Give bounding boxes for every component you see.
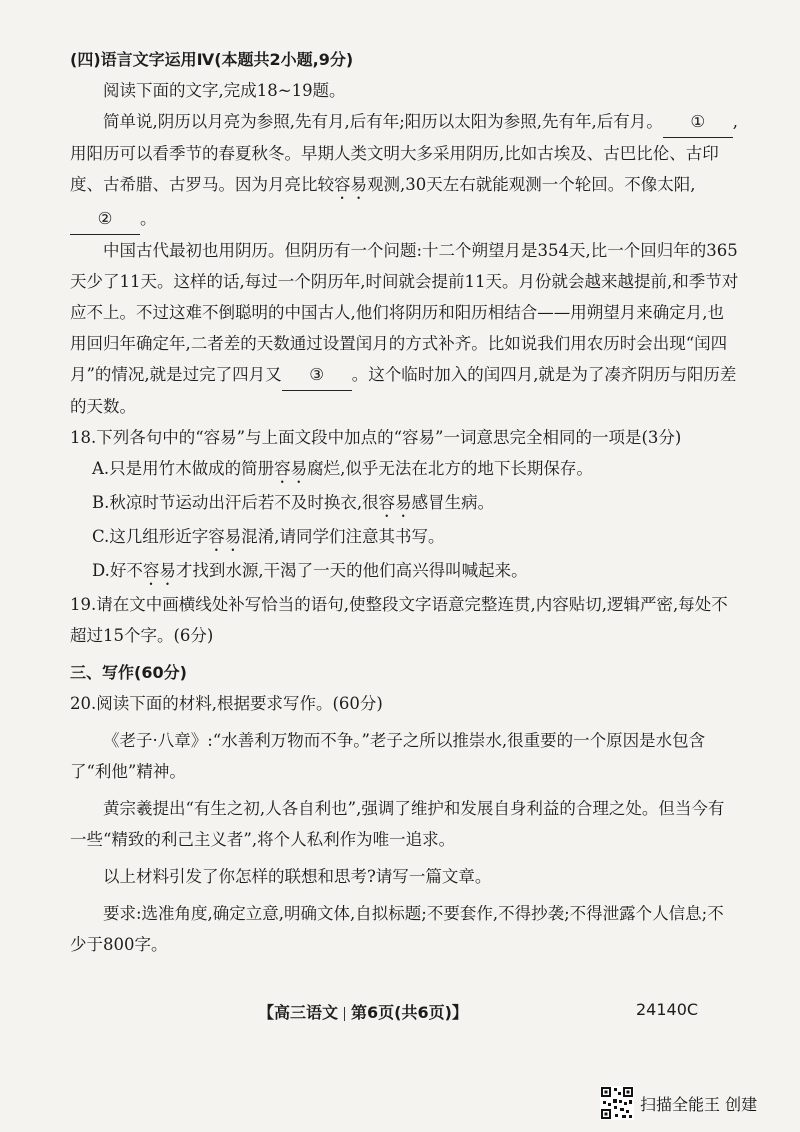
question-18-stem: 18.下列各句中的“容易”与上面文段中加点的“容易”一词意思完全相同的一项是(3分)	[70, 428, 682, 447]
scanner-watermark	[600, 1086, 757, 1120]
question-19: 19.请在文中画横线处补写恰当的语句,使整段文字语意完整连贯,内容贴切,逻辑严密,每处不超过15个字。(6分)	[70, 595, 728, 645]
footer-exam-code: 24140C	[636, 1000, 699, 1019]
blank-2: ②	[70, 203, 140, 235]
footer-page-info: 【高三语文 第6页(共6页)】	[258, 1003, 468, 1022]
passage-paragraph-2: 中国古代最初也用阴历。但阴历有一个问题:十二个朔望月是354天,比一个回归年的365天少了11天。这样的话,每过一个阴历年,时间就会提前11天。月份就会越来越提前,和季节对应不上。不过这难不倒聪明的中国古人,他们将阴历和阳历相结合——用朔望月来确定月,也用回归年确定年,二者差的天数通过设置闰月的方式补齐。比如说我们用农历时会出现“闰四月”的情况,就是过完了四月又 ③ 。这个临时加入的闰四月,就是为了凑齐阴历与阳历差的天数。	[70, 241, 739, 416]
question-18-option-a: A.只是用竹木做成的简册容易腐烂,似乎无法在北方的地下长期保存。	[92, 459, 593, 478]
material-1: 《老子·八章》:“水善利万物而不争。”老子之所以推崇水,很重要的一个原因是水包含了“利他”精神。	[70, 731, 706, 781]
question-18-option-d: D.好不容易才找到水源,干渴了一天的他们高兴得叫喊起来。	[92, 561, 528, 580]
question-18-option-c: C.这几组形近字容易混淆,请同学们注意其书写。	[92, 527, 445, 546]
watermark-label: 扫描全能王 创建	[640, 1094, 758, 1114]
passage-paragraph-1: 简单说,阴历以月亮为参照,先有月,后有年;阳历以太阳为参照,先有年,后有月。 ① ,用阳历可以看季节的春夏秋冬。早期人类文明大多采用阴历,比如古埃及、古巴比伦、古印度、古希腊、古罗马。因为月亮比较容易观测,30天左右就能观测一个轮回。不像太阳,② 。	[70, 106, 740, 235]
question-20-stem: 20.阅读下面的材料,根据要求写作。(60分)	[70, 694, 383, 713]
section-3-heading: 三、写作(60分)	[70, 663, 187, 682]
page-content	[70, 44, 740, 960]
emphasized-word: 容易	[334, 175, 367, 194]
blank-3: ③	[282, 359, 352, 391]
section-4-heading: (四)语言文字运用Ⅳ(本题共2小题,9分)	[70, 50, 354, 69]
writing-prompt: 以上材料引发了你怎样的联想和思考?请写一篇文章。	[103, 867, 492, 886]
qr-code-icon	[600, 1086, 634, 1120]
material-2: 黄宗羲提出“有生之初,人各自利也”,强调了维护和发展自身利益的合理之处。但当今有一些“精致的利己主义者”,将个人私利作为唯一追求。	[70, 799, 725, 849]
writing-requirements: 要求:选准角度,确定立意,明确文体,自拟标题;不要套作,不得抄袭;不得泄露个人信息;不少于800字。	[70, 904, 724, 954]
question-18-option-b: B.秋凉时节运动出汗后若不及时换衣,很容易感冒生病。	[92, 493, 495, 512]
blank-1: ①	[663, 106, 733, 138]
section-4-intro: 阅读下面的文字,完成18~19题。	[103, 81, 346, 100]
